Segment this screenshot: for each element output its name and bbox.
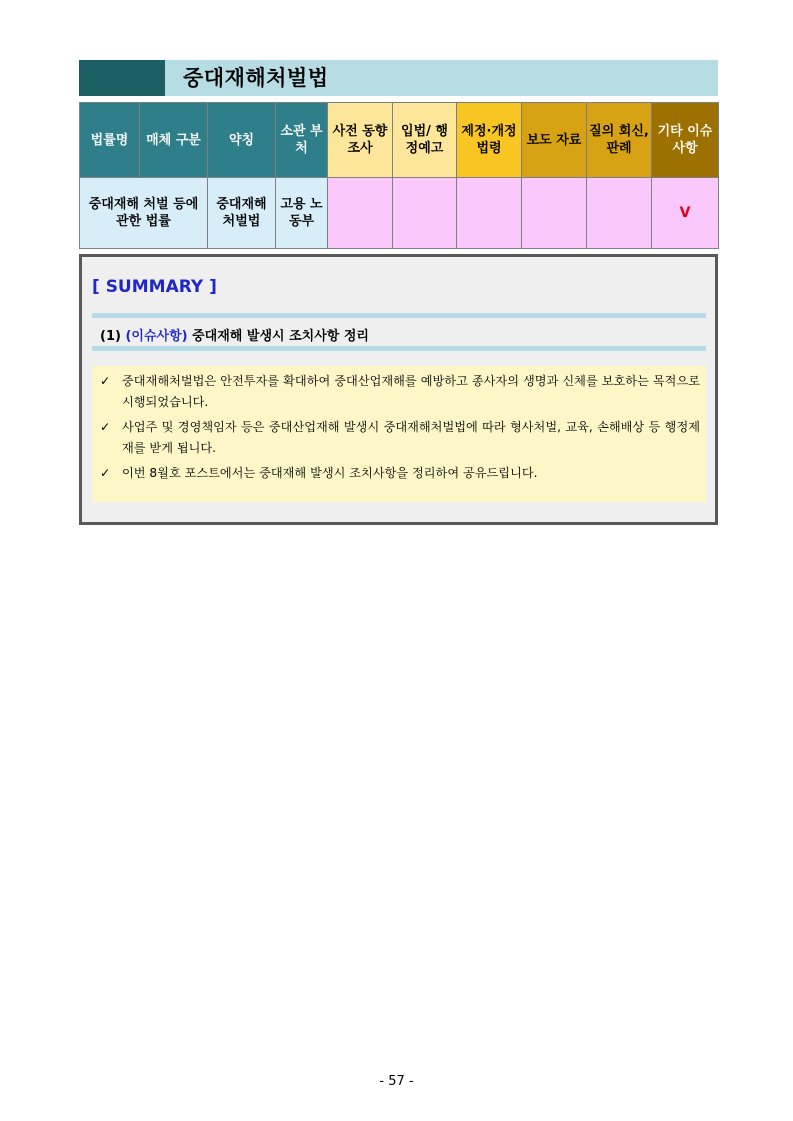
table-row (80, 178, 719, 249)
header-short-name: 약칭 (208, 103, 276, 178)
header-legislative-notice: 입법/ 행정예고 (393, 103, 457, 178)
header-other-issues: 기타 이슈 사항 (652, 103, 719, 178)
cell-law-name: 중대재해 처벌 등에 관한 법률 (80, 178, 208, 249)
cell-inquiry-precedent (587, 178, 652, 249)
page-number: - 57 - (379, 1074, 414, 1089)
cell-legislative-notice (393, 178, 457, 249)
issue-heading (100, 325, 369, 344)
bullet-text: 사업주 및 경영책임자 등은 중대산업재해 발생시 중대재해처벌법에 따라 형사처벌, 교육, 손해배상 등 행정제재를 받게 됩니다. (122, 420, 700, 455)
summary-bottom-rule (92, 346, 706, 351)
header-press-release: 보도 자료 (522, 103, 587, 178)
cell-ministry: 고용 노동부 (276, 178, 328, 249)
cell-enactment (457, 178, 522, 249)
cell-other-issues-mark: V (652, 178, 719, 249)
check-icon: ✓ (100, 420, 111, 434)
bullet-text: 이번 8월호 포스트에서는 중대재해 발생시 조치사항을 정리하여 공유드립니다. (122, 466, 538, 480)
table-header-row (80, 103, 719, 178)
header-ministry: 소관 부처 (276, 103, 328, 178)
header-media-type: 매체 구분 (140, 103, 208, 178)
header-prior-survey: 사전 동향조사 (328, 103, 393, 178)
cell-prior-survey (328, 178, 393, 249)
issue-tag: (이슈사항) (125, 329, 188, 344)
issue-title: 중대재해 발생시 조치사항 정리 (192, 329, 369, 344)
summary-box (79, 254, 718, 525)
list-item (100, 371, 700, 413)
list-item (100, 417, 700, 459)
header-inquiry-precedent: 질의 회신, 판례 (587, 103, 652, 178)
check-icon: ✓ (100, 466, 111, 480)
list-item (100, 463, 700, 484)
cell-short-name: 중대재해 처벌법 (208, 178, 276, 249)
check-icon: ✓ (100, 374, 111, 388)
bullet-text: 중대재해처벌법은 안전투자를 확대하여 중대산업재해를 예방하고 종사자의 생명과 신체를 보호하는 목적으로 시행되었습니다. (122, 374, 700, 409)
summary-bullet-list (92, 366, 706, 502)
cell-press-release (522, 178, 587, 249)
title-bar (79, 60, 718, 96)
law-info-table (79, 102, 719, 249)
summary-top-rule (92, 313, 706, 318)
summary-title: [ SUMMARY ] (92, 277, 217, 297)
title-accent-block (79, 60, 165, 96)
header-law-name: 법률명 (80, 103, 140, 178)
issue-number: (1) (100, 329, 121, 344)
header-enactment: 제정·개정 법령 (457, 103, 522, 178)
page-title: 중대재해처벌법 (183, 66, 329, 90)
